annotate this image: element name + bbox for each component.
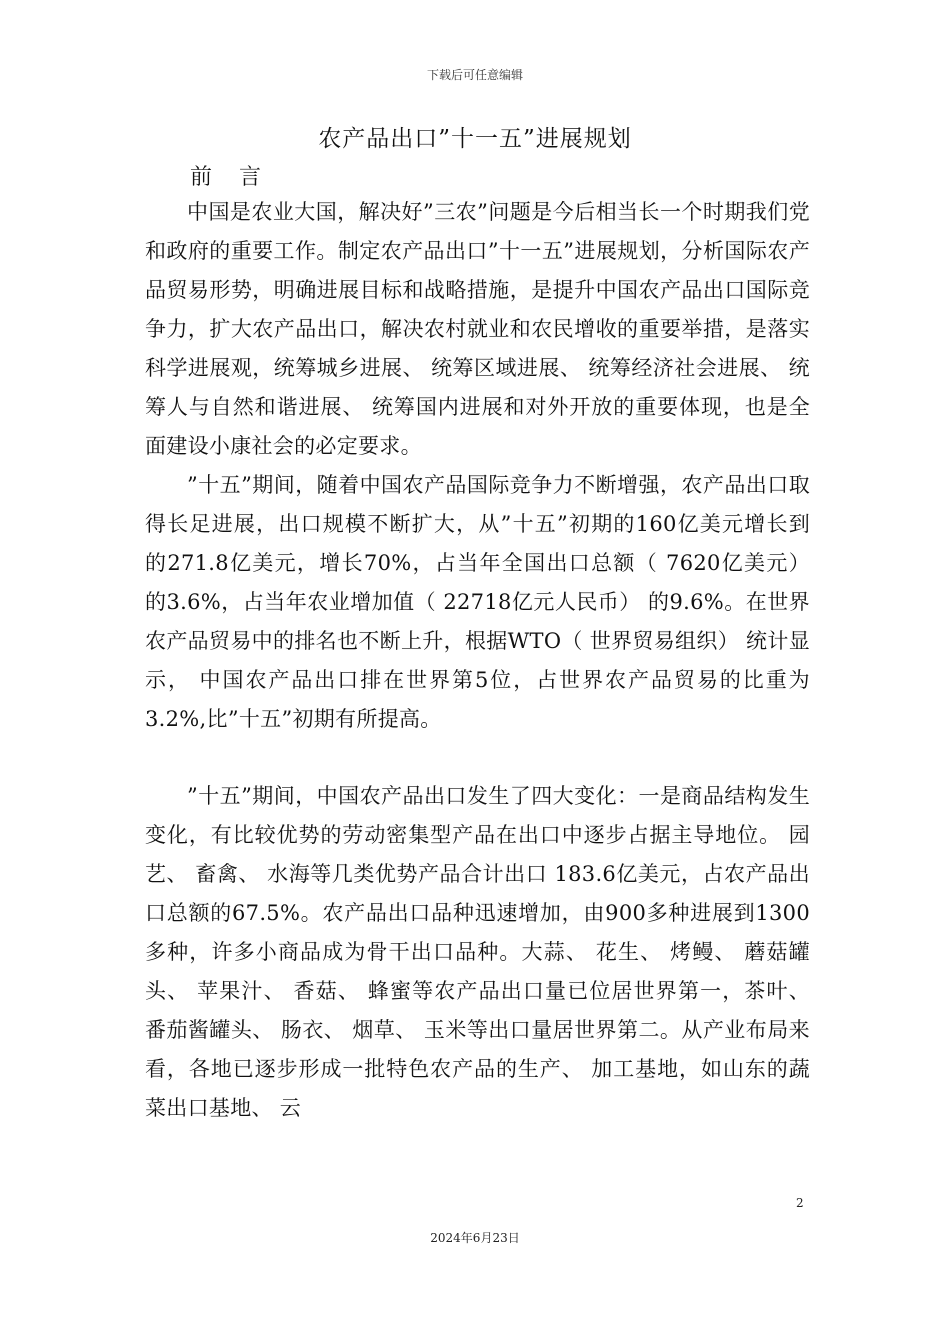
page-number: 2 — [796, 1196, 804, 1210]
document-title: 农产品出口”十一五”进展规划 — [318, 126, 632, 152]
paragraph-tenth-five-year-overview: ”十五”期间，随着中国农产品国际竞争力不断增强，农产品出口取得长足进展，出口规模不断扩大，从”十五”初期的160亿美元增长到 的271.8亿美元，增长70%，占当年全国出口总额（ 7620亿美元） 的3.6%，占当年农业增加值（ 22718亿元人民币） 的9.6%。在世界农产品贸易中的排名也不断上升，根据WTO（ 世界贸易组织） 统计显示， 中国农产品出口排在世界第5位，占世界农产品贸易的比重为3.2%,比”十五”初期有所提高。 — [145, 473, 810, 731]
paragraph-four-changes: ”十五”期间，中国农产品出口发生了四大变化：一是商品结构发生变化，有比较优势的劳动密集型产品在出口中逐步占据主导地位。 园艺、 畜禽、 水海等几类优势产品合计出口 183.6亿美元，占农产品出口总额的67.5%。农产品出口品种迅速增加，由900多种进展到1300多种，许多小商品成为骨干出口品种。大蒜、 花生、 烤鳗、 蘑菇罐头、 苹果汁、 香菇、 蜂蜜等农产品出口量已位居世界第一，茶叶、 番茄酱罐头、 肠衣、 烟草、 玉米等出口量居世界第二。从产业布局来看，各地已逐步形成一批特色农产品的生产、 加工基地，如山东的蔬菜出口基地、 云 — [145, 784, 810, 1120]
paragraph-intro: 中国是农业大国，解决好”三农”问题是今后相当长一个时期我们党和政府的重要工作。制定农产品出口”十一五”进展规划，分析国际农产品贸易形势，明确进展目标和战略措施，是提升中国农产品出口国际竞争力，扩大农产品出口，解决农村就业和农民增收的重要举措，是落实科学进展观，统筹城乡进展、 统筹区域进展、 统筹经济社会进展、 统筹人与自然和谐进展、 统筹国内进展和对外开放的重要体现，也是全面建设小康社会的必定要求。 — [145, 200, 810, 458]
header-note: 下载后可任意编辑 — [426, 68, 523, 82]
footer-date: 2024年6月23日 — [430, 1231, 520, 1245]
section-heading: 前 言 — [190, 165, 271, 190]
document-body — [145, 193, 810, 1128]
